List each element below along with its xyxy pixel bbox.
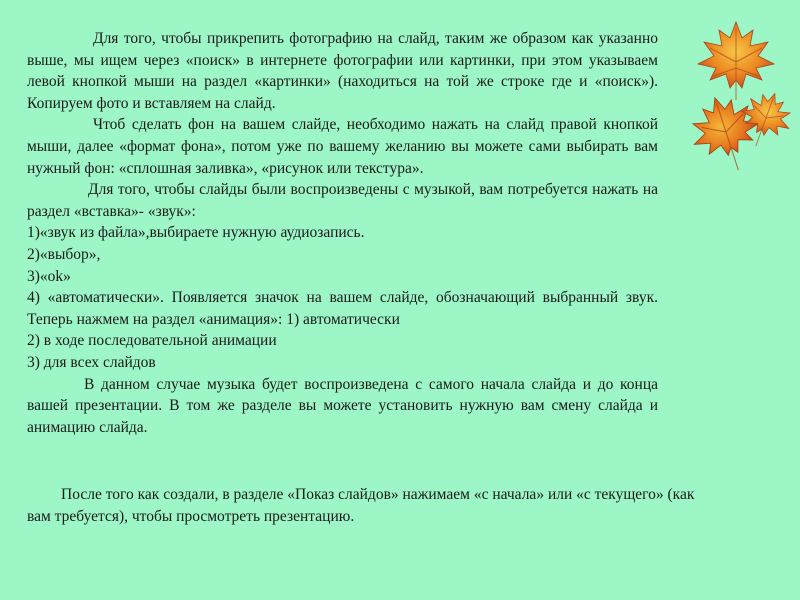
paragraph-background: Чтоб сделать фон на вашем слайде, необходимо нажать на слайд правой кнопкой мыши, далее «формат фона», потом уже по вашему желанию вы можете сами выбирать вам нужный фон: «сплошная заливка», «рисунок или текстура». [27, 116, 658, 177]
list-item-sound-from-file: 1)«звук из файла»,выбираете нужную аудиозапись. [27, 224, 365, 242]
paragraph-photo: Для того, чтобы прикрепить фотографию на слайд, таким же образом как указанно выше, мы ищем через «поиск» в интернете фотографии или картинки, при этом указываем левой кнопкой мыши на раздел «картинки» (находиться на той же строке где и «поиск»). Копируем фото и вставляем на слайд. [27, 30, 658, 112]
list-item-sequential-animation: 2) в ходе последовательной анимации [27, 332, 277, 350]
list-item-choice: 2)«выбор», [27, 245, 101, 263]
paragraph-music-result: В данном случае музыка будет воспроизведена с самого начала слайда и до конца вашей презентации. В том же разделе вы можете установить нужную вам смену слайда и анимацию слайда. [27, 375, 658, 436]
list-item-all-slides: 3) для всех слайдов [27, 353, 156, 371]
maple-leaf-top [698, 22, 774, 100]
list-item-ok: 3)«ok» [27, 267, 71, 285]
list-item-automatic: 4) «автоматически». Появляется значок на вашем слайде, обозначающий выбранный звук. Теперь нажмем на раздел «анимация»: 1) автоматически [27, 289, 658, 328]
paragraph-show-slides: После того как создали, в разделе «Показ слайдов» нажимаем «с начала» или «с текущего» (как вам требуется), чтобы просмотреть презентацию. [27, 486, 695, 525]
instruction-text-block [27, 28, 658, 438]
paragraph-music-intro: Для того, чтобы слайды были воспроизведены с музыкой, вам потребуется нажать на раздел «вставка»- «звук»: [27, 181, 658, 220]
autumn-leaves-decoration [686, 18, 792, 176]
final-instruction [27, 484, 697, 527]
